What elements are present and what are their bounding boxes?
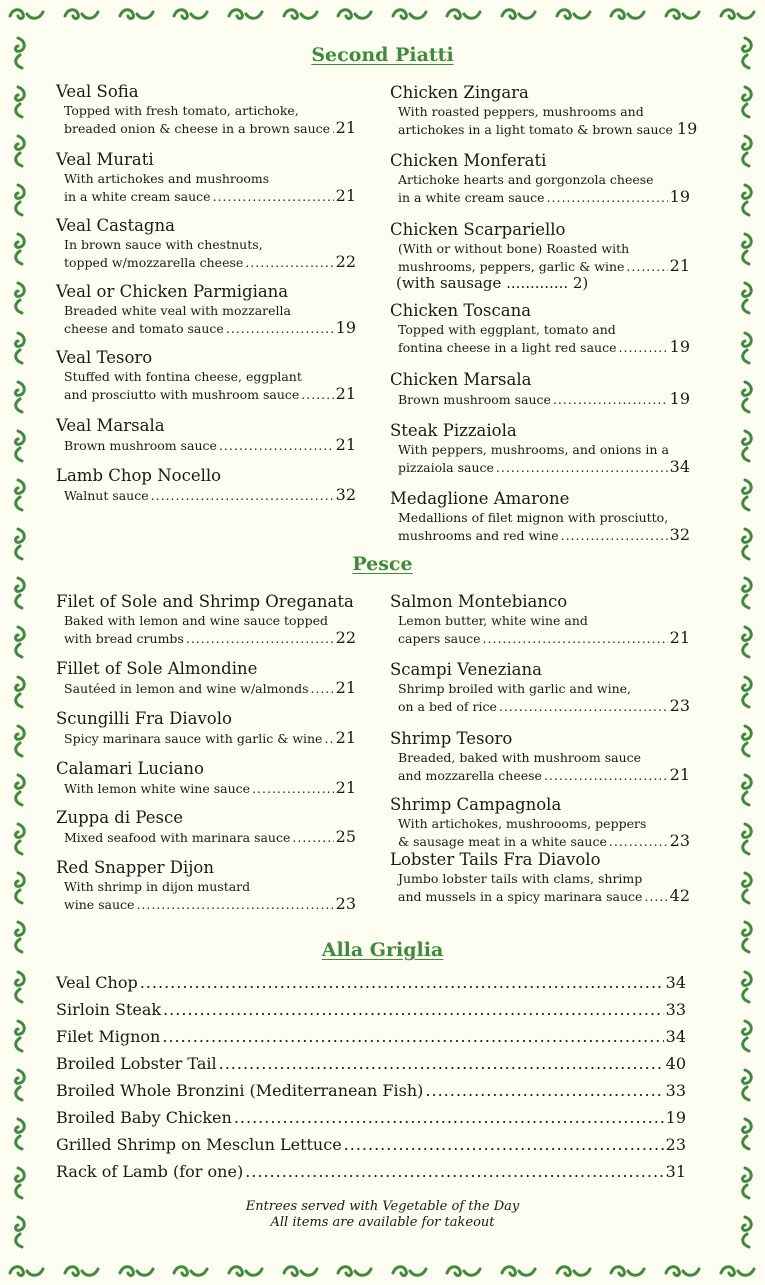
menu-item-description: on a bed of rice <box>398 699 497 714</box>
menu-item-description: In brown sauce with chestnuts, <box>64 237 263 252</box>
section-title-pesce: Pesce <box>352 553 413 575</box>
scroll-ornament-icon <box>554 1263 594 1279</box>
menu-item-price: 23 <box>669 831 690 850</box>
menu-item-name: Calamari Luciano <box>56 759 204 778</box>
scroll-ornament-icon <box>10 1067 28 1103</box>
right-border <box>731 28 761 1257</box>
menu-item <box>56 709 356 747</box>
menu-item-name: Veal Murati <box>56 150 154 169</box>
menu-item-description: breaded onion & cheese in a brown sauce <box>64 121 331 136</box>
griglia-item-name: Broiled Whole Bronzini (Mediterranean Fish) <box>56 1081 424 1100</box>
menu-item-description: & sausage meat in a white sauce <box>398 834 607 849</box>
dot-leader <box>553 391 668 408</box>
menu-item-name: Lobster Tails Fra Diavolo <box>390 850 601 869</box>
scroll-ornament-icon <box>10 330 28 366</box>
menu-item-description: Sautéed in lemon and wine w/almonds <box>64 681 309 696</box>
scroll-ornament-icon <box>10 870 28 906</box>
menu-item-description: Jumbo lobster tails with clams, shrimp <box>398 871 643 886</box>
menu-item <box>390 592 690 647</box>
scroll-ornament-icon <box>171 6 211 22</box>
menu-item-description: With peppers, mushrooms, and onions in a <box>398 442 669 457</box>
footer-line-2: All items are available for takeout <box>270 1215 495 1230</box>
menu-item <box>390 729 690 784</box>
scroll-ornament-icon <box>499 1263 539 1279</box>
scroll-ornament-icon <box>10 428 28 464</box>
scroll-ornament-icon <box>62 1263 102 1279</box>
griglia-item-price: 33 <box>665 1000 686 1019</box>
scroll-ornament-icon <box>737 280 755 316</box>
dot-leader <box>140 973 664 992</box>
menu-item-description: and mussels in a spicy marinara sauce <box>398 889 643 904</box>
menu-item-description: topped w/mozzarella cheese <box>64 255 244 270</box>
scroll-ornament-icon <box>737 674 755 710</box>
menu-item-name: Veal or Chicken Parmigiana <box>56 282 289 301</box>
menu-item-price: 19 <box>669 337 690 356</box>
menu-item-description: Walnut sauce <box>64 488 149 503</box>
dot-leader <box>163 1000 664 1019</box>
menu-item <box>56 416 356 454</box>
menu-item-price: 19 <box>335 318 356 337</box>
menu-item <box>56 808 356 846</box>
footer-line-1: Entrees served with Vegetable of the Day <box>245 1199 520 1214</box>
dot-leader <box>496 459 668 476</box>
scroll-ornament-icon <box>10 1116 28 1152</box>
menu-item-price: 21 <box>669 628 690 647</box>
menu-item <box>56 216 356 271</box>
menu-item <box>390 489 690 544</box>
menu-item <box>390 795 690 850</box>
scroll-ornament-icon <box>390 1263 430 1279</box>
menu-item-description: With roasted peppers, mushrooms and <box>398 104 644 119</box>
griglia-item <box>56 1162 686 1181</box>
menu-item-price: 21 <box>335 435 356 454</box>
menu-item-description: Mixed seafood with marinara sauce <box>64 830 291 845</box>
dot-leader <box>186 630 334 647</box>
menu-item-name: Fillet of Sole Almondine <box>56 659 258 678</box>
menu-item-description: in a white cream sauce <box>64 189 211 204</box>
dot-leader <box>547 189 668 206</box>
scroll-ornament-icon <box>737 231 755 267</box>
scroll-ornament-icon <box>737 821 755 857</box>
menu-item-description: mushrooms and red wine <box>398 528 559 543</box>
scroll-ornament-icon <box>10 133 28 169</box>
menu-item-price: 32 <box>669 525 690 544</box>
menu-item-name: Lamb Chop Nocello <box>56 466 222 485</box>
scroll-ornament-icon <box>737 772 755 808</box>
menu-item-description: Stuffed with fontina cheese, eggplant <box>64 369 302 384</box>
menu-item-name: Veal Marsala <box>56 416 165 435</box>
scroll-ornament-icon <box>171 1263 211 1279</box>
menu-item-name: Chicken Marsala <box>390 370 532 389</box>
scroll-ornament-icon <box>10 1165 28 1201</box>
menu-item-price: 21 <box>335 118 356 137</box>
griglia-item <box>56 1135 686 1154</box>
menu-item-name: Red Snapper Dijon <box>56 858 214 877</box>
menu-item-description: artichokes in a light tomato & brown sauce <box>398 122 673 137</box>
scroll-ornament-icon <box>737 1116 755 1152</box>
scroll-ornament-icon <box>737 1165 755 1201</box>
menu-item-price: 21 <box>669 765 690 784</box>
dot-leader <box>136 896 333 913</box>
menu-item-price: 19 <box>676 119 698 138</box>
scroll-ornament-icon <box>737 477 755 513</box>
scroll-ornament-icon <box>737 1067 755 1103</box>
dot-leader <box>619 339 668 356</box>
griglia-item <box>56 1027 686 1046</box>
griglia-item-price: 23 <box>665 1135 686 1154</box>
scroll-ornament-icon <box>10 969 28 1005</box>
menu-item <box>390 83 698 138</box>
menu-item-price: 23 <box>669 696 690 715</box>
menu-item-description: pizzaiola sauce <box>398 460 494 475</box>
scroll-ornament-icon <box>10 477 28 513</box>
menu-item-name: Veal Castagna <box>56 216 175 235</box>
griglia-item-price: 40 <box>665 1054 686 1073</box>
menu-item-price: 22 <box>335 628 356 647</box>
menu-item-description: wine sauce <box>64 897 135 912</box>
scroll-ornament-icon <box>554 6 594 22</box>
menu-item-name: Chicken Monferati <box>390 151 547 170</box>
griglia-item-name: Veal Chop <box>56 973 138 992</box>
scroll-ornament-icon <box>737 428 755 464</box>
menu-item-description: and prosciutto with mushroom sauce <box>64 387 300 402</box>
menu-item-description: Artichoke hearts and gorgonzola cheese <box>398 172 654 187</box>
menu-item-name: Veal Sofia <box>56 82 139 101</box>
griglia-item-name: Sirloin Steak <box>56 1000 162 1019</box>
griglia-item-name: Grilled Shrimp on Mesclun Lettuce <box>56 1135 342 1154</box>
griglia-item <box>56 1108 686 1127</box>
menu-item <box>56 592 356 647</box>
scroll-ornament-icon <box>444 1263 484 1279</box>
menu-item-description: Brown mushroom sauce <box>398 392 551 407</box>
scroll-ornament-icon <box>10 231 28 267</box>
menu-item <box>390 370 690 408</box>
scroll-ornament-icon <box>737 624 755 660</box>
menu-item-name: Veal Tesoro <box>56 348 153 367</box>
menu-item <box>56 82 356 137</box>
scroll-ornament-icon <box>281 1263 321 1279</box>
menu-item <box>390 421 690 476</box>
dot-leader <box>310 680 333 697</box>
scroll-ornament-icon <box>608 6 648 22</box>
menu-item-name: Chicken Scarpariello <box>390 220 566 239</box>
scroll-ornament-icon <box>226 6 266 22</box>
dot-leader <box>151 487 334 504</box>
scroll-ornament-icon <box>444 6 484 22</box>
footer-note <box>0 1199 765 1231</box>
dot-leader <box>234 1108 664 1127</box>
dot-leader <box>324 730 333 747</box>
scroll-ornament-icon <box>10 624 28 660</box>
menu-item-name: Chicken Zingara <box>390 83 529 102</box>
menu-item <box>56 150 356 205</box>
menu-item <box>56 858 356 913</box>
menu-item-price: 25 <box>335 827 356 846</box>
bottom-border <box>0 1257 765 1285</box>
dot-leader <box>644 888 667 905</box>
dot-leader <box>162 1027 663 1046</box>
menu-item-description: With artichokes and mushrooms <box>64 171 270 186</box>
menu-item-price: 23 <box>335 894 356 913</box>
menu-item-description: Brown mushroom sauce <box>64 438 217 453</box>
dot-leader <box>292 829 333 846</box>
menu-item-name: Shrimp Tesoro <box>390 729 513 748</box>
dot-leader <box>499 698 668 715</box>
menu-item-description: capers sauce <box>398 631 481 646</box>
menu-item-price: 19 <box>669 389 690 408</box>
scroll-ornament-icon <box>737 723 755 759</box>
scroll-ornament-icon <box>10 772 28 808</box>
menu-item-name: Steak Pizzaiola <box>390 421 517 440</box>
menu-item-price: 32 <box>335 485 356 504</box>
menu-item-description: (With or without bone) Roasted with <box>398 241 630 256</box>
menu-item-description: Breaded, baked with mushroom sauce <box>398 750 642 765</box>
dot-leader <box>219 1054 664 1073</box>
menu-item-description: Topped with fresh tomato, artichoke, <box>64 103 299 118</box>
griglia-item <box>56 1081 686 1100</box>
menu-item-name: Shrimp Campagnola <box>390 795 562 814</box>
scroll-ornament-icon <box>10 723 28 759</box>
griglia-item-price: 19 <box>665 1108 686 1127</box>
scroll-ornament-icon <box>737 182 755 218</box>
menu-item-name: Scampi Veneziana <box>390 660 542 679</box>
menu-item <box>56 659 356 697</box>
scroll-ornament-icon <box>737 870 755 906</box>
menu-item-name: Chicken Toscana <box>390 301 532 320</box>
dot-leader <box>252 780 334 797</box>
scroll-ornament-icon <box>10 84 28 120</box>
menu-item <box>390 220 690 292</box>
scroll-ornament-icon <box>390 6 430 22</box>
dot-leader <box>561 527 668 544</box>
menu-item-description: Lemon butter, white wine and <box>398 613 588 628</box>
scroll-ornament-icon <box>117 1263 157 1279</box>
griglia-item <box>56 1000 686 1019</box>
menu-item-price: 22 <box>335 252 356 271</box>
menu-item <box>390 660 690 715</box>
griglia-item <box>56 1054 686 1073</box>
scroll-ornament-icon <box>608 1263 648 1279</box>
menu-item-name: Zuppa di Pesce <box>56 808 183 827</box>
menu-item-price: 21 <box>335 678 356 697</box>
menu-item-extra: (with sausage ............. 2) <box>396 274 589 292</box>
dot-leader <box>544 767 668 784</box>
dot-leader <box>609 833 668 850</box>
scroll-ornament-icon <box>335 6 375 22</box>
scroll-ornament-icon <box>10 575 28 611</box>
dot-leader <box>245 1162 663 1181</box>
left-border <box>4 28 34 1257</box>
menu-item <box>56 466 356 504</box>
menu-item-name: Medaglione Amarone <box>390 489 570 508</box>
griglia-item-price: 33 <box>665 1081 686 1100</box>
scroll-ornament-icon <box>499 6 539 22</box>
scroll-ornament-icon <box>718 1263 758 1279</box>
griglia-item-name: Broiled Lobster Tail <box>56 1054 217 1073</box>
griglia-item-price: 31 <box>665 1162 686 1181</box>
menu-item-description: with bread crumbs <box>64 631 184 646</box>
scroll-ornament-icon <box>62 6 102 22</box>
griglia-item <box>56 973 686 992</box>
dot-leader <box>344 1135 664 1154</box>
menu-item-name: Filet of Sole and Shrimp Oreganata <box>56 592 354 611</box>
scroll-ornament-icon <box>335 1263 375 1279</box>
scroll-ornament-icon <box>10 379 28 415</box>
dot-leader <box>245 254 333 271</box>
dot-leader <box>226 320 334 337</box>
menu-item-price: 21 <box>335 186 356 205</box>
menu-item <box>56 759 356 797</box>
dot-leader <box>332 120 334 137</box>
menu-item-price: 19 <box>669 187 690 206</box>
griglia-item-price: 34 <box>665 973 686 992</box>
menu-item-description: With lemon white wine sauce <box>64 781 251 796</box>
menu-item-description: With artichokes, mushroooms, peppers <box>398 816 647 831</box>
griglia-item-name: Rack of Lamb (for one) <box>56 1162 244 1181</box>
section-title-alla-griglia: Alla Griglia <box>321 939 444 961</box>
griglia-item-name: Filet Mignon <box>56 1027 161 1046</box>
menu-item <box>390 151 690 206</box>
menu-item-description: fontina cheese in a light red sauce <box>398 340 617 355</box>
menu-item-description: Medallions of filet mignon with prosciutto, <box>398 510 669 525</box>
menu-item-description: cheese and tomato sauce <box>64 321 224 336</box>
dot-leader <box>483 630 668 647</box>
menu-item-name: Salmon Montebianco <box>390 592 568 611</box>
scroll-ornament-icon <box>737 575 755 611</box>
menu-item-price: 34 <box>669 457 690 476</box>
menu-item-description: Spicy marinara sauce with garlic & wine <box>64 731 323 746</box>
scroll-ornament-icon <box>10 1018 28 1054</box>
menu-item-description: in a white cream sauce <box>398 190 545 205</box>
scroll-ornament-icon <box>10 182 28 218</box>
scroll-ornament-icon <box>737 969 755 1005</box>
menu-item-description: With shrimp in dijon mustard <box>64 879 251 894</box>
menu-item-description: Topped with eggplant, tomato and <box>398 322 616 337</box>
scroll-ornament-icon <box>10 821 28 857</box>
menu-item-description: Shrimp broiled with garlic and wine, <box>398 681 632 696</box>
menu-item-price: 42 <box>669 886 690 905</box>
menu-item-description: Baked with lemon and wine sauce topped <box>64 613 328 628</box>
griglia-item-name: Broiled Baby Chicken <box>56 1108 232 1127</box>
menu-item <box>390 301 690 356</box>
scroll-ornament-icon <box>226 1263 266 1279</box>
menu-item-name: Scungilli Fra Diavolo <box>56 709 232 728</box>
menu-item-price: 21 <box>335 384 356 403</box>
scroll-ornament-icon <box>117 6 157 22</box>
menu-item-price: 21 <box>335 778 356 797</box>
menu-item-description: Breaded white veal with mozzarella <box>64 303 291 318</box>
scroll-ornament-icon <box>7 1263 47 1279</box>
scroll-ornament-icon <box>737 379 755 415</box>
dot-leader <box>219 437 334 454</box>
griglia-item-price: 34 <box>665 1027 686 1046</box>
menu-item-description: mushrooms, peppers, garlic & wine <box>398 259 625 274</box>
menu-item-description: and mozzarella cheese <box>398 768 542 783</box>
menu-item-price: 21 <box>669 256 690 275</box>
scroll-ornament-icon <box>281 6 321 22</box>
scroll-ornament-icon <box>737 330 755 366</box>
top-border <box>0 0 765 28</box>
menu-item <box>56 282 356 337</box>
section-title-second-piatti: Second Piatti <box>311 44 454 66</box>
scroll-ornament-icon <box>663 1263 703 1279</box>
scroll-ornament-icon <box>663 6 703 22</box>
dot-leader <box>626 258 667 275</box>
scroll-ornament-icon <box>737 1018 755 1054</box>
menu-item-price: 21 <box>335 728 356 747</box>
scroll-ornament-icon <box>7 6 47 22</box>
dot-leader <box>425 1081 663 1100</box>
dot-leader <box>213 188 334 205</box>
menu-item <box>390 850 690 905</box>
menu-item <box>56 348 356 403</box>
dot-leader <box>301 386 333 403</box>
scroll-ornament-icon <box>737 84 755 120</box>
scroll-ornament-icon <box>10 280 28 316</box>
scroll-ornament-icon <box>10 674 28 710</box>
scroll-ornament-icon <box>737 133 755 169</box>
scroll-ornament-icon <box>718 6 758 22</box>
